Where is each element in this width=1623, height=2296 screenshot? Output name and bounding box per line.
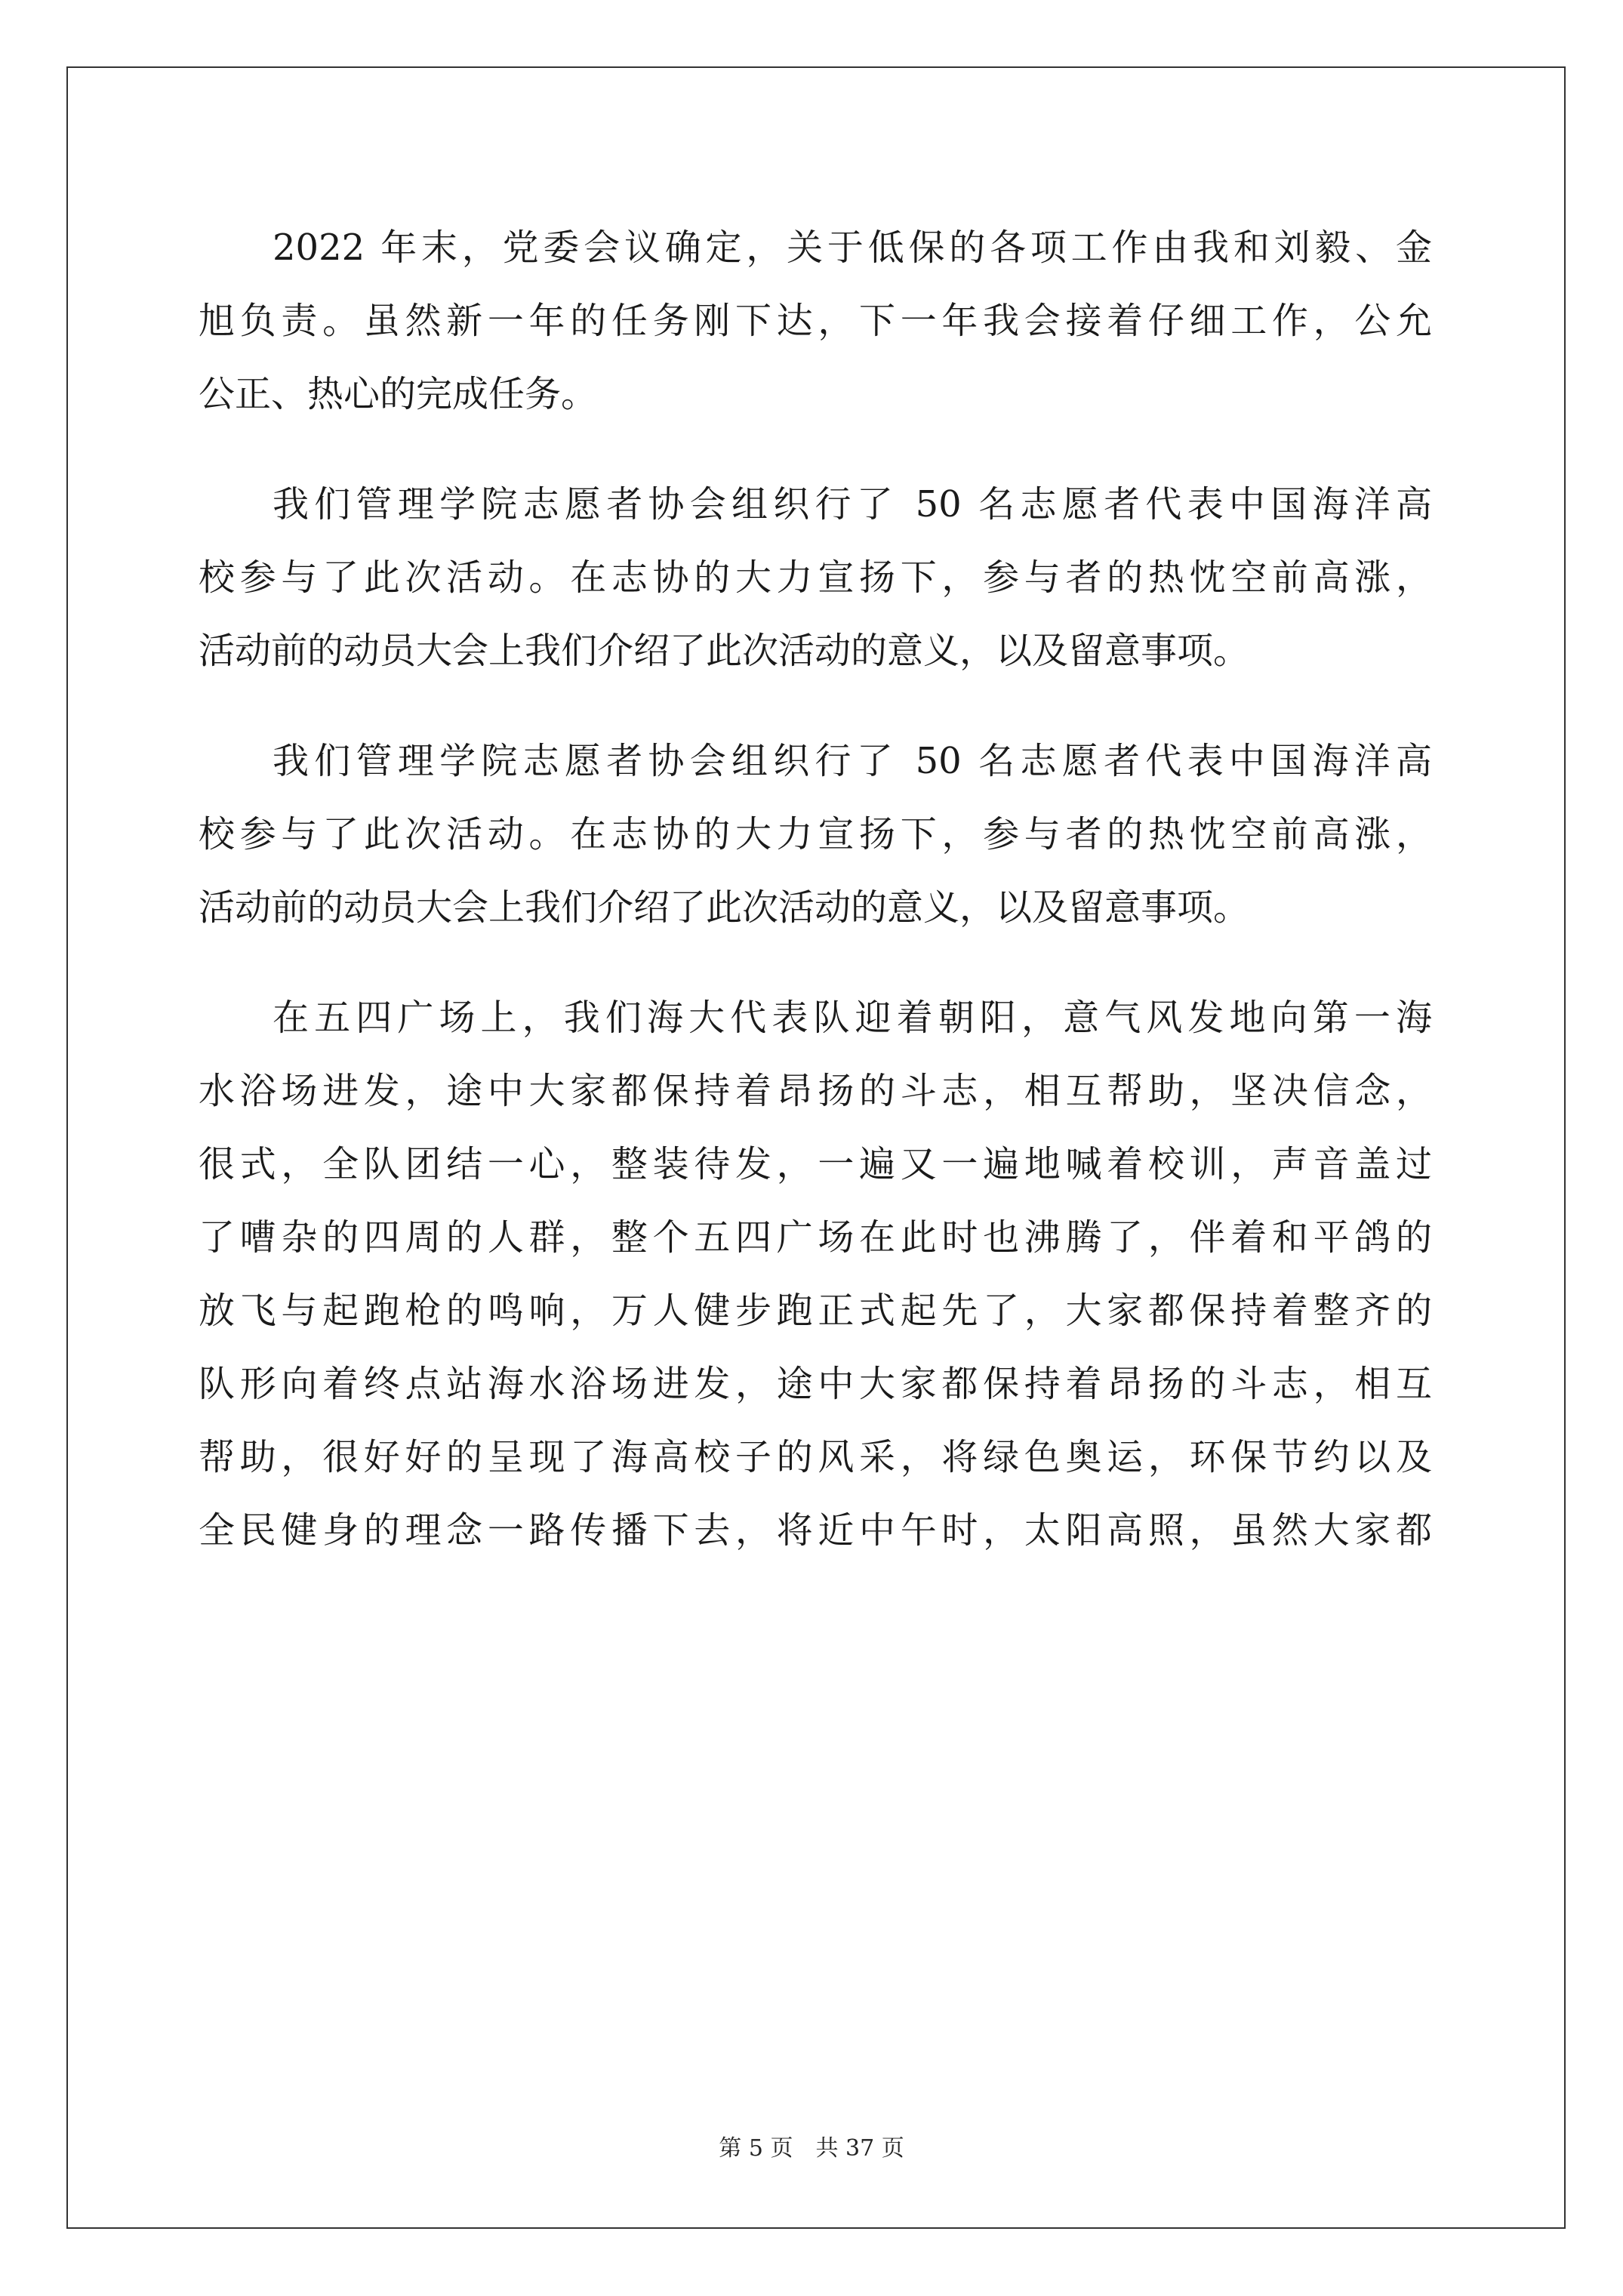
paragraph-line: 校参与了此次活动。在志协的大力宣扬下，参与者的热忱空前高涨， <box>199 813 1432 855</box>
page-footer <box>0 2134 1623 2164</box>
paragraph-line: 活动前的动员大会上我们介绍了此次活动的意义，以及留意事项。 <box>199 630 1250 672</box>
paragraph-line: 全民健身的理念一路传播下去，将近中午时，太阳高照，虽然大家都 <box>199 1509 1432 1552</box>
paragraph-line: 水浴场进发，途中大家都保持着昂扬的斗志，相互帮助，坚决信念， <box>199 1070 1432 1112</box>
paragraph-1 <box>199 211 1432 431</box>
paragraph-4 <box>199 982 1432 1567</box>
paragraph-line: 很式，全队团结一心，整装待发，一遍又一遍地喊着校训，声音盖过 <box>199 1143 1432 1185</box>
page-total: 共 37 页 <box>815 2135 904 2162</box>
paragraph-line: 队形向着终点站海水浴场进发，途中大家都保持着昂扬的斗志，相互 <box>199 1363 1432 1405</box>
document-body <box>199 211 1432 1604</box>
paragraph-line: 公正、热心的完成任务。 <box>199 373 598 415</box>
paragraph-line: 了嘈杂的四周的人群，整个五四广场在此时也沸腾了，伴着和平鸽的 <box>199 1216 1432 1259</box>
paragraph-line: 我们管理学院志愿者协会组织行了 50 名志愿者代表中国海洋高 <box>273 483 1432 525</box>
paragraph-line: 活动前的动员大会上我们介绍了此次活动的意义，以及留意事项。 <box>199 886 1250 929</box>
paragraph-line: 旭负责。虽然新一年的任务刚下达，下一年我会接着仔细工作，公允 <box>199 300 1432 342</box>
paragraph-2 <box>199 468 1432 688</box>
paragraph-line: 放飞与起跑枪的鸣响，万人健步跑正式起先了，大家都保持着整齐的 <box>199 1290 1432 1332</box>
page-number: 第 5 页 <box>719 2135 793 2162</box>
paragraph-line: 帮助，很好好的呈现了海高校子的风采，将绿色奥运，环保节约以及 <box>199 1436 1432 1478</box>
paragraph-line: 2022 年末，党委会议确定，关于低保的各项工作由我和刘毅、金 <box>273 227 1432 269</box>
paragraph-3 <box>199 725 1432 945</box>
paragraph-line: 校参与了此次活动。在志协的大力宣扬下，参与者的热忱空前高涨， <box>199 556 1432 599</box>
paragraph-line: 我们管理学院志愿者协会组织行了 50 名志愿者代表中国海洋高 <box>273 740 1432 782</box>
paragraph-line: 在五四广场上，我们海大代表队迎着朝阳，意气风发地向第一海 <box>273 997 1432 1039</box>
